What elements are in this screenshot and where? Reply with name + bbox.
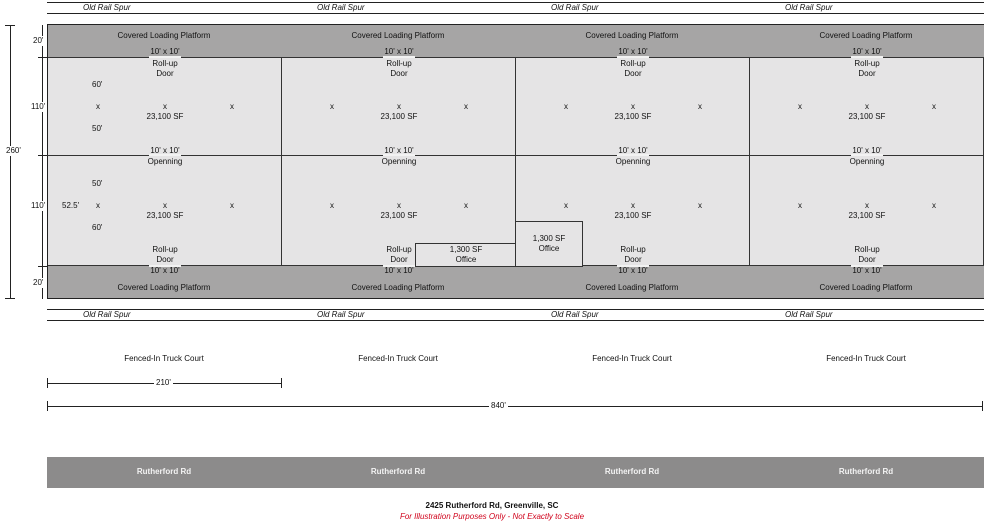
column-mark: x <box>163 201 167 210</box>
dim-tick <box>38 57 47 58</box>
column-mark: x <box>798 102 802 111</box>
bay-area-label: 23,100 SF <box>380 112 418 121</box>
column-mark: x <box>230 102 234 111</box>
dim-110: 110' <box>31 102 46 111</box>
platform-label: Covered Loading Platform <box>585 283 679 292</box>
dim-60: 60' <box>92 80 103 89</box>
column-mark: x <box>698 201 702 210</box>
dim-tick <box>38 266 47 267</box>
rollup-door-label: Roll-up Door <box>152 245 178 264</box>
property-address: 2425 Rutherford Rd, Greenville, SC <box>425 501 559 510</box>
bay-area-label: 23,100 SF <box>614 211 652 220</box>
door-size-label: 10' x 10' <box>384 146 414 155</box>
platform-label: Covered Loading Platform <box>117 31 211 40</box>
office-label: 1,300 SF Office <box>449 245 483 264</box>
rail-spur-label: Old Rail Spur <box>83 310 131 319</box>
door-size-label: 10' x 10' <box>618 266 648 275</box>
dim-260-line <box>10 25 11 299</box>
opening-label: Openning <box>147 157 183 166</box>
rollup-door-label: Roll-up Door <box>620 59 646 78</box>
office-label: 1,300 SF Office <box>532 234 566 253</box>
rail-line-top-1 <box>47 2 984 3</box>
truck-court-label: Fenced-In Truck Court <box>592 354 672 363</box>
truck-court-label: Fenced-In Truck Court <box>358 354 438 363</box>
rollup-door-label: Roll-up Door <box>854 245 880 264</box>
rail-spur-label: Old Rail Spur <box>317 310 365 319</box>
platform-label: Covered Loading Platform <box>351 283 445 292</box>
column-mark: x <box>464 102 468 111</box>
column-mark: x <box>96 201 100 210</box>
bay-area-label: 23,100 SF <box>146 211 184 220</box>
rail-spur-label: Old Rail Spur <box>551 310 599 319</box>
dim-110: 110' <box>31 201 46 210</box>
dim-210: 210' <box>156 378 171 387</box>
door-size-label: 10' x 10' <box>150 47 180 56</box>
rail-spur-label: Old Rail Spur <box>551 3 599 12</box>
dim-840-line <box>47 406 982 407</box>
rollup-door-label: Roll-up Door <box>386 245 412 264</box>
column-mark: x <box>865 102 869 111</box>
column-mark: x <box>96 102 100 111</box>
column-mark: x <box>932 102 936 111</box>
column-mark: x <box>798 201 802 210</box>
truck-court-label: Fenced-In Truck Court <box>826 354 906 363</box>
rollup-door-label: Roll-up Door <box>620 245 646 264</box>
dim-tick <box>281 378 282 388</box>
rail-spur-label: Old Rail Spur <box>317 3 365 12</box>
building-top-edge <box>47 24 984 25</box>
column-mark: x <box>230 201 234 210</box>
door-size-label: 10' x 10' <box>852 47 882 56</box>
door-size-label: 10' x 10' <box>618 146 648 155</box>
bay-area-label: 23,100 SF <box>848 112 886 121</box>
column-mark: x <box>631 201 635 210</box>
rollup-door-label: Roll-up Door <box>854 59 880 78</box>
door-size-label: 10' x 10' <box>384 266 414 275</box>
rail-spur-label: Old Rail Spur <box>785 3 833 12</box>
dim-tick <box>47 378 48 388</box>
rollup-door-label: Roll-up Door <box>152 59 178 78</box>
building-bottom-edge <box>47 298 984 299</box>
door-size-label: 10' x 10' <box>618 47 648 56</box>
road-label: Rutherford Rd <box>604 467 660 476</box>
rail-line-top-2 <box>47 13 984 14</box>
bay-area-label: 23,100 SF <box>146 112 184 121</box>
disclaimer-note: For Illustration Purposes Only - Not Exactly to Scale <box>399 512 585 521</box>
column-mark: x <box>464 201 468 210</box>
column-mark: x <box>397 102 401 111</box>
building-left-edge <box>47 24 48 299</box>
bay-area-label: 23,100 SF <box>380 211 418 220</box>
door-size-label: 10' x 10' <box>852 266 882 275</box>
dim-tick <box>982 401 983 411</box>
platform-label: Covered Loading Platform <box>819 31 913 40</box>
opening-label: Openning <box>849 157 885 166</box>
road-label: Rutherford Rd <box>838 467 894 476</box>
platform-label: Covered Loading Platform <box>351 31 445 40</box>
column-mark: x <box>564 201 568 210</box>
dim-side-line <box>42 25 43 299</box>
dim-840: 840' <box>491 401 506 410</box>
rollup-door-label: Roll-up Door <box>386 59 412 78</box>
column-mark: x <box>564 102 568 111</box>
rail-spur-label: Old Rail Spur <box>83 3 131 12</box>
platform-label: Covered Loading Platform <box>585 31 679 40</box>
column-mark: x <box>932 201 936 210</box>
platform-label: Covered Loading Platform <box>819 283 913 292</box>
column-mark: x <box>698 102 702 111</box>
rail-line-bottom-2 <box>47 320 984 321</box>
column-mark: x <box>163 102 167 111</box>
dim-60: 60' <box>92 223 103 232</box>
door-size-label: 10' x 10' <box>150 266 180 275</box>
column-mark: x <box>330 102 334 111</box>
rail-spur-label: Old Rail Spur <box>785 310 833 319</box>
dim-20: 20' <box>33 278 44 287</box>
platform-label: Covered Loading Platform <box>117 283 211 292</box>
dim-52-5: 52.5' <box>62 201 80 210</box>
column-mark: x <box>397 201 401 210</box>
road-label: Rutherford Rd <box>136 467 192 476</box>
column-mark: x <box>865 201 869 210</box>
bay-wall <box>281 57 282 266</box>
dim-tick <box>38 155 47 156</box>
bay-area-label: 23,100 SF <box>614 112 652 121</box>
dim-50: 50' <box>92 124 103 133</box>
dim-tick <box>47 401 48 411</box>
road-label: Rutherford Rd <box>370 467 426 476</box>
dim-20: 20' <box>33 36 44 45</box>
dim-260: 260' <box>6 146 21 155</box>
truck-court-label: Fenced-In Truck Court <box>124 354 204 363</box>
door-size-label: 10' x 10' <box>384 47 414 56</box>
column-mark: x <box>631 102 635 111</box>
dim-tick <box>5 25 15 26</box>
opening-label: Openning <box>615 157 651 166</box>
bay-area-label: 23,100 SF <box>848 211 886 220</box>
bay-wall <box>749 57 750 266</box>
door-size-label: 10' x 10' <box>150 146 180 155</box>
dim-tick <box>5 298 15 299</box>
column-mark: x <box>330 201 334 210</box>
door-size-label: 10' x 10' <box>852 146 882 155</box>
dim-50: 50' <box>92 179 103 188</box>
opening-label: Openning <box>381 157 417 166</box>
rail-line-bottom-1 <box>47 309 984 310</box>
